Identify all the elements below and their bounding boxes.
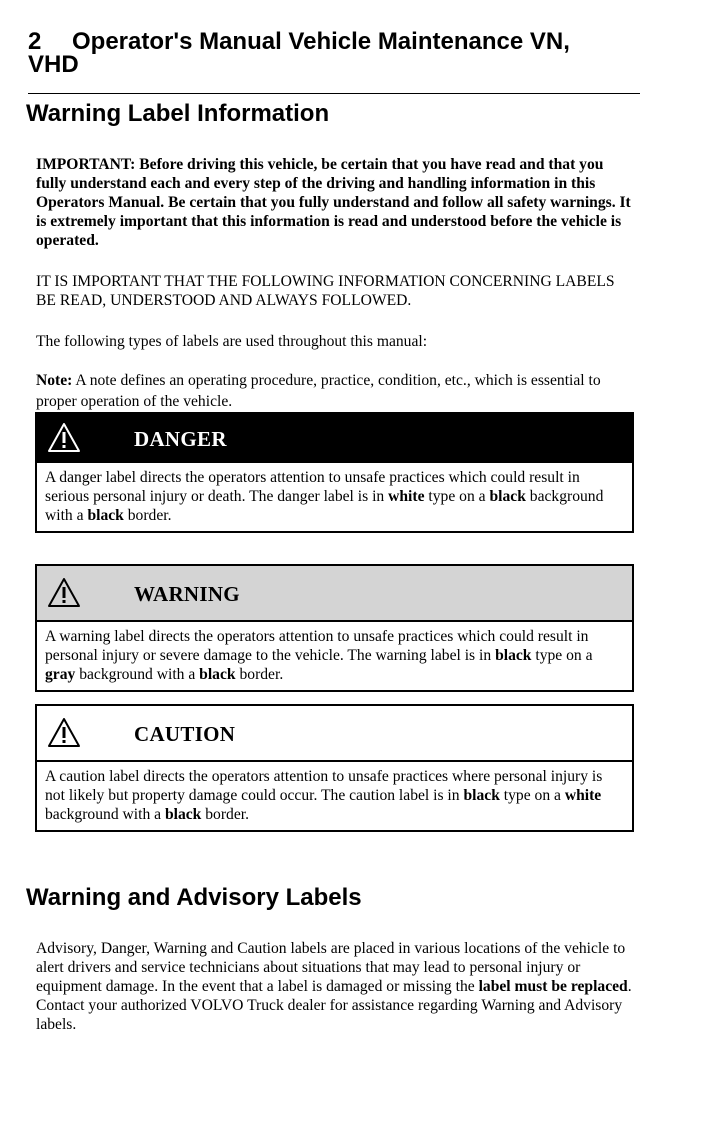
danger-text-2: type on a [424, 488, 490, 506]
warning-text-2: type on a [531, 647, 593, 665]
warning-bold-1: black [495, 647, 532, 665]
caution-label-header [37, 706, 632, 762]
warning-text-4: border. [235, 666, 284, 684]
caution-bold-3: black [164, 806, 202, 824]
manual-title-line-2: VHD [28, 51, 79, 78]
danger-label-title: DANGER [134, 427, 227, 451]
danger-text-4: border. [123, 507, 172, 525]
warning-text-1: A warning label directs the operators attention to unsafe practices which could result in personal injury or severe damage to the vehicle. The warning label is in [45, 628, 589, 665]
caution-text-3: background with a [45, 806, 165, 824]
caution-label-description [37, 762, 632, 830]
warning-label-box [35, 564, 634, 692]
advisory-text-2: . Contact your authorized VOLVO Truck dealer for assistance regarding Warning and Advisory labels. [36, 978, 632, 1033]
advisory-bold-1: label must be replaced [478, 978, 628, 995]
danger-bold-3: black [87, 507, 124, 525]
header-divider [28, 93, 640, 94]
caution-bold-1: black [463, 787, 500, 805]
caution-bold-2: white [564, 787, 602, 805]
caution-text-4: border. [201, 806, 249, 824]
warning-triangle-icon [47, 717, 81, 749]
warning-label-description [37, 622, 632, 690]
caution-text-1: A caution label directs the operators attention to unsafe practices where personal injury is not likely but property damage could occur. The caution label is in [45, 768, 603, 805]
warning-label-title: WARNING [134, 582, 240, 606]
danger-bold-2: black [489, 488, 526, 506]
caution-label-box [35, 704, 634, 832]
danger-label-box [35, 412, 634, 533]
warning-bold-3: black [199, 666, 236, 684]
warning-triangle-icon [47, 577, 81, 609]
header-line-1 [28, 30, 640, 53]
note-paragraph [36, 370, 636, 412]
advisory-text-1: Advisory, Danger, Warning and Caution labels are placed in various locations of the vehicle to alert drivers and service technicians about situations that may lead to personal injury or equipment damage. In the event that a label is damaged or missing the [36, 940, 626, 995]
warning-triangle-icon [47, 422, 81, 454]
page-header [28, 30, 640, 76]
danger-label-description [37, 463, 632, 531]
danger-text-1: A danger label directs the operators attention to unsafe practices which could result in serious personal injury or death. The danger label is in [45, 469, 580, 506]
note-text: A note defines an operating procedure, practice, condition, etc., which is essential to proper operation of the vehicle. [36, 372, 601, 410]
caution-text-2: type on a [499, 787, 565, 805]
danger-bold-1: white [388, 488, 425, 506]
section-title-warning-label-information: Warning Label Information [26, 100, 330, 127]
danger-label-header [37, 414, 632, 463]
page-number: 2 [28, 28, 42, 55]
manual-title: Operator's Manual Vehicle Maintenance VN, [72, 28, 570, 55]
warning-label-header [37, 566, 632, 622]
important-paragraph: IMPORTANT: Before driving this vehicle, be certain that you have read and that you fully understand each and every step of the driving and handling information in this Operators Manual. Be certain that you fully understand and follow all safety warnings. It is extremely important that this information is read and understood before the vehicle is operated. [36, 156, 631, 249]
warning-bold-2: gray [45, 666, 76, 684]
danger-text-3: background with a [45, 488, 604, 525]
note-label: Note: [36, 372, 73, 389]
section-title-warning-advisory-labels: Warning and Advisory Labels [26, 884, 362, 911]
warning-text-3: background with a [75, 666, 200, 684]
caution-label-title: CAUTION [134, 722, 236, 746]
caps-paragraph: IT IS IMPORTANT THAT THE FOLLOWING INFORMATION CONCERNING LABELS BE READ, UNDERSTOOD AND ALWAYS FOLLOWED. [36, 273, 615, 309]
label-types-paragraph: The following types of labels are used throughout this manual: [36, 333, 428, 350]
advisory-paragraph [36, 939, 632, 1034]
